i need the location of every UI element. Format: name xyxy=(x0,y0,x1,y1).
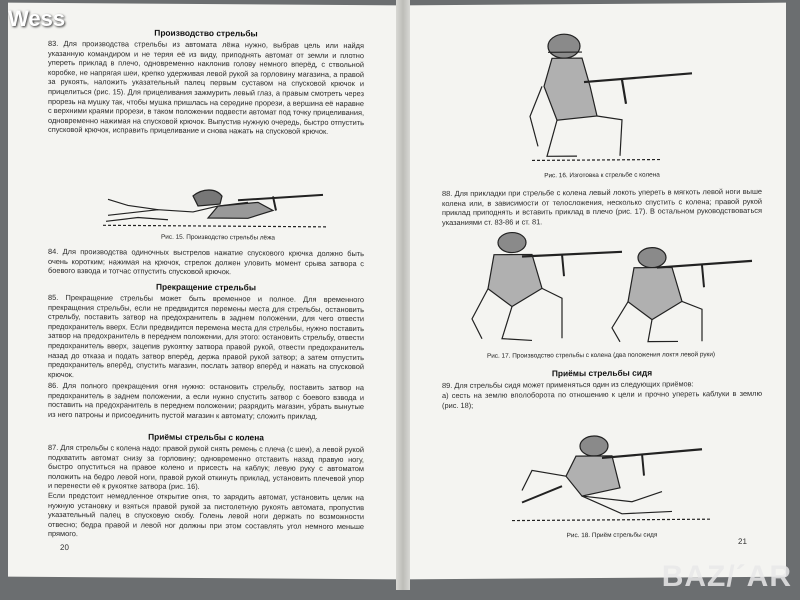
watermark-top: Wess xyxy=(8,6,66,31)
right-page xyxy=(402,3,786,580)
right-page-number: 21 xyxy=(738,536,747,546)
paragraph-87: 87. Для стрельбы с колена надо: правой рукой снять ремень с плеча (с шеи), а левой рукой подхватить автомат снизу за горловину; одновременно отставить назад правую ногу, быстро опуститься на правое колено и присесть на каблук; левую руку с автоматом положить на бедро левой ноги, правой рукой откинуть приклад, установить плечевой упор и перенести её к рукоятке затвора (рис. 16). xyxy=(48,442,364,492)
paragraph-86: 86. Для полного прекращения огня нужно: остановить стрельбу, поставить затвор на предохранитель в заднем положении, а если нужно спустить затвор с боевого взвода и поставить на предохранитель в переднем положении; разрядить магазин, убрать вынутые из него патроны и присоединить пустой магазин к автомату; сложить приклад. xyxy=(48,380,364,421)
paragraph-88: 88. Для прикладки при стрельбе с колена левый локоть упереть в мягкоть левой ноги выше колена или, в зависимости от телосложения, несколько спустить с колена; правой рукой приклад приподнять и вставить приклад в плечо (рис. 17). В остальном руководствоваться указаниями ст. 83-86 и ст. 81. xyxy=(442,186,762,227)
fig17-caption: Рис. 17. Производство стрельбы с колена (два положения локтя левой руки) xyxy=(486,351,716,360)
right-heading-sitting: Приёмы стрельбы сидя xyxy=(551,367,653,379)
left-page-number: 20 xyxy=(60,542,69,553)
paragraph-83: 83. Для производства стрельбы из автомата лёжа нужно, выбрав цель или найдя указанную командиром и не теряя её из виду, приподнять автомат от земли и плотно упереть приклад в плечо, одновременно наклонив голову немного вперёд, с ствольной коробке, не напрягая шеи, крепко удерживая левой рукой за горловину магазина, а правой за рукоять, наложить указательный палец первым суставом на спусковой крючок и прицелиться (рис. 15). Для прицеливания зажмурить левый глаз, а правым смотреть через прорезь на мушку так, чтобы мушка пришлась на середине прорези, а вершина её наравне с верхними краями прорези, в таком положении подвести автомат под точку прицеливания, одновременно нажимая на спусковой крючок. Выпустив нужную очередь, быстро отпустить спусковой крючок, исправить прицеливание и снова нажать на спусковой крючок. xyxy=(48,38,364,137)
watermark-bottom: BAZ/´AR xyxy=(661,560,792,593)
book-gutter xyxy=(396,0,410,590)
left-heading-knee: Приёмы стрельбы с колена xyxy=(148,431,264,443)
figure-15-prone-shooter xyxy=(98,165,338,235)
fig16-caption: Рис. 16. Изготовка к стрельбе с колена xyxy=(544,171,660,180)
left-heading-cease: Прекращение стрельбы xyxy=(155,281,256,293)
figure-18-sitting-shooter xyxy=(502,429,732,531)
paragraph-89: 89. Для стрельбы сидя может применяться один из следующих приёмов: xyxy=(442,379,694,391)
left-page xyxy=(8,3,402,580)
paragraph-84: 84. Для производства одиночных выстрелов нажатие спускового крючка должно быть очень коротким; нажимая на крючок, стрелок должен уловить момент срыва затвора с боевого взвода и тотчас отпустить спусковой крючок. xyxy=(48,246,364,277)
figure-16-kneeling-ready xyxy=(502,15,742,171)
paragraph-85: 85. Прекращение стрельбы может быть временное и полное. Для временного прекращения стрельбы, если не предвидится перемены места для стрельбы, остановить стрельбу, поставить затвор на предохранитель в заднем положении, для чего отвести предохранитель вверх. Если предвидится перемена места для стрельбы, нужно поставить затвор на предохранитель в переднем положении, для этого: остановить стрельбу, отвести предохранитель вверх, зацепив рукоятку затвора правой рукой, отвести предохранитель назад до отказа и подать затвор вперёд, держа правой рукой затвор; а затем отпустить предохранитель вперёд, спустить магазин, послать затвор вперёд и нажать на спусковой крючок. xyxy=(48,292,364,379)
left-heading-production: Производство стрельбы xyxy=(154,27,258,39)
paragraph-87b: Если предстоит немедленное открытие огня, то зарядить автомат, установить целик на нужную установку и взяться правой рукой за пистолетную рукоять автомата, пропустив указательный палец в спусковую скобу. Голень левой ноги держать по возможности отвесно; бедра правой и левой ног должны при этом составлять угол немного меньше прямого. xyxy=(48,490,364,539)
fig18-caption: Рис. 18. Приём стрельбы сидя xyxy=(566,531,658,540)
fig15-caption: Рис. 15. Производство стрельбы лёжа xyxy=(161,233,275,242)
figure-17-kneeling-firing xyxy=(452,227,762,349)
paragraph-89a: а) сесть на землю вполоборота по отношению к цели и прочно упереть каблуки в землю (рис. 18); xyxy=(442,388,762,410)
